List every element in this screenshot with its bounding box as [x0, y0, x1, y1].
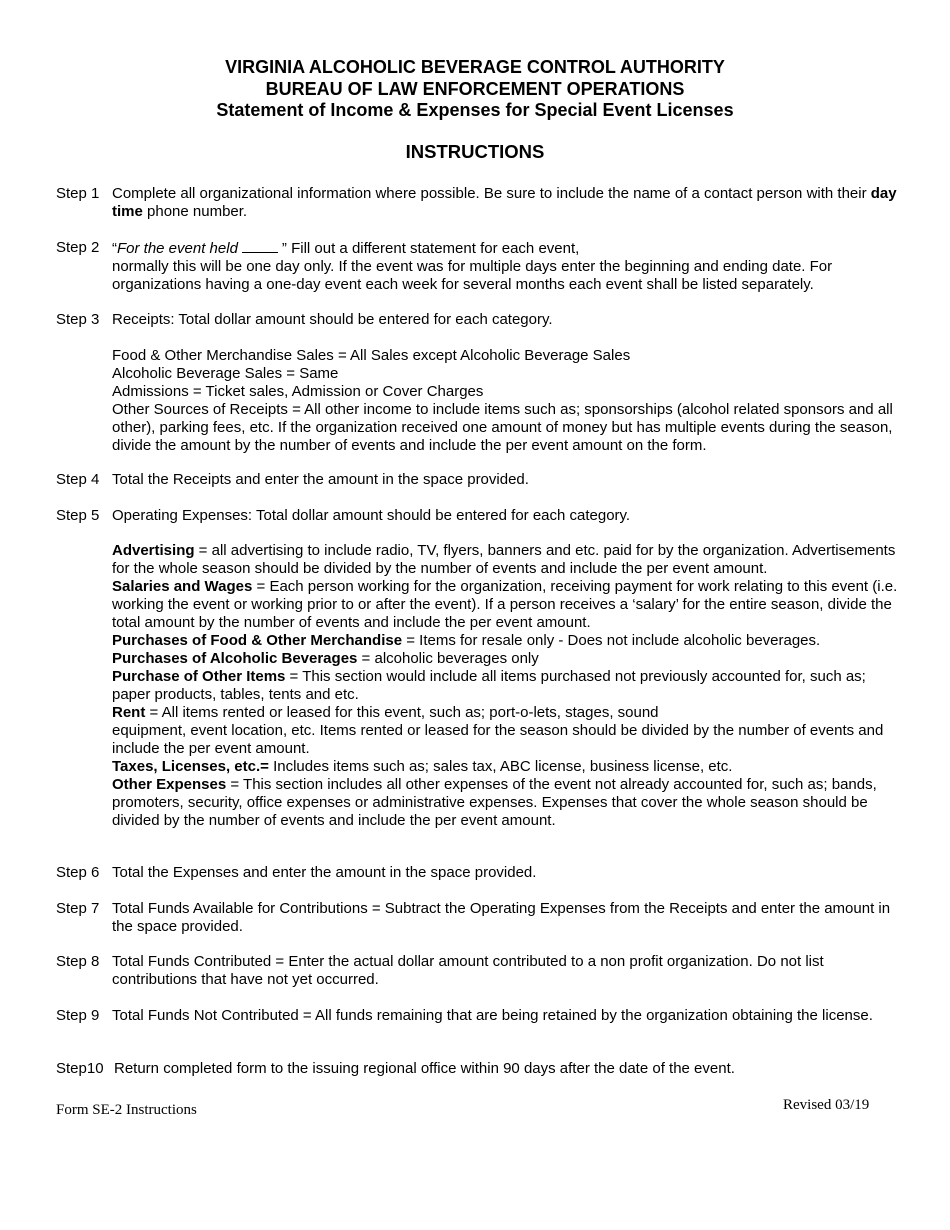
expense-salaries: Salaries and Wages = Each person working for the organization, receiving payment for work relating to this event (i.e. working the event or working prior to or after the event). If a person receives a ‘salary’ for the entire season, divide the total amount by the number of events and include the per event amount.: [112, 578, 898, 631]
step-text: Total Funds Not Contributed = All funds remaining that are being retained by the organization obtaining the license.: [112, 1007, 873, 1024]
step-1: [56, 185, 906, 221]
step-10: [56, 1060, 906, 1078]
receipt-admissions: Admissions = Ticket sales, Admission or Cover Charges: [112, 383, 484, 400]
receipt-food: Food & Other Merchandise Sales = All Sales except Alcoholic Beverage Sales: [112, 347, 631, 364]
step-4: [56, 471, 906, 489]
step-text: Total the Expenses and enter the amount in the space provided.: [112, 864, 537, 881]
step-label: Step 7: [56, 900, 100, 917]
step-6: [56, 864, 906, 882]
step-text: Operating Expenses: Total dollar amount should be entered for each category. Advertising = all advertising to include radio, TV, flyers, banners and etc. paid for by the organization. Advertisements for the whole season should be divided by the number of events and include the per event amount. Salaries and Wages = Each person working for the organization, receiving payment for work relating to this event (i.e. working the event or working prior to or after the event). If a person receives a ‘salary’ for the entire season, divide the total amount by the number of events and include the per event amount. Purchases of Food & Other Merchandise = Items for resale only - Does not include alcoholic beverages. Purchases of Alcoholic Beverages = alcoholic beverages only Purchase of Other Items = This section would include all items purchased not previously accounted for, such as; paper products, tables, tents and etc. Rent = All items rented or leased for this event, such as; port-o-lets, stages, sound equipment, event location, etc. Items rented or leased for the season should be divided by the number of events and include the per event amount. Taxes, Licenses, etc.= Includes items such as; sales tax, ABC license, business license, etc. Other Expenses = This section includes all other expenses of the event not already accounted for, such as; bands, promoters, security, office expenses or administrative expenses. Expenses that cover the whole season should be divided by the number of events and include the per event amount.: [112, 507, 906, 830]
bureau-title: BUREAU OF LAW ENFORCEMENT OPERATIONS: [265, 78, 685, 99]
step-label: Step 4: [56, 471, 100, 488]
form-name: Form SE-2 Instructions: [56, 1102, 197, 1118]
step-label: Step 8: [56, 953, 100, 970]
step-text: Total the Receipts and enter the amount in the space provided.: [112, 471, 529, 488]
event-date-blank: [242, 239, 278, 253]
step-text: Return completed form to the issuing regional office within 90 days after the date of the event.: [114, 1060, 735, 1077]
expense-rent: Rent = All items rented or leased for this event, such as; port-o-lets, stages, sound: [112, 704, 659, 721]
step-9: [56, 1007, 906, 1025]
statement-title: Statement of Income & Expenses for Special Event Licenses: [216, 100, 734, 120]
expense-other: Other Expenses = This section includes all other expenses of the event not already accounted for, such as; bands, promoters, security, office expenses or administrative expenses. Expenses that cover the whole season should be divided by the number of events and include the per event amount.: [112, 776, 877, 829]
expense-alcohol: Purchases of Alcoholic Beverages = alcoholic beverages only: [112, 650, 539, 667]
step-label: Step 3: [56, 311, 100, 328]
step-label: Step 5: [56, 507, 100, 524]
receipt-other: Other Sources of Receipts = All other income to include items such as; sponsorships (alcohol related sponsors and all other), parking fees, etc. If the organization received one amount of money but has multiple events during the season, divide the amount by the number of events and include the per event amount on the form.: [112, 401, 893, 454]
expense-other-items: Purchase of Other Items = This section would include all items purchased not previously accounted for, such as; paper products, tables, tents and etc.: [112, 668, 866, 703]
step-label: Step 6: [56, 864, 100, 881]
step-text: Complete all organizational information where possible. Be sure to include the name of a contact person with their day time phone number.: [112, 185, 897, 220]
step-label: Step10: [56, 1060, 104, 1077]
expense-taxes: Taxes, Licenses, etc.= Includes items such as; sales tax, ABC license, business license, etc.: [112, 758, 733, 775]
step-label: Step 2: [56, 239, 100, 256]
step-text: “For the event held ” Fill out a different statement for each event, normally this will be one day only. If the event was for multiple days enter the beginning and ending date. For organizations having a one-day event each week for several months each event shall be listed separately.: [112, 240, 833, 293]
step-label: Step 9: [56, 1007, 100, 1024]
receipt-alcohol: Alcoholic Beverage Sales = Same: [112, 365, 339, 382]
expense-advertising: Advertising = all advertising to include radio, TV, flyers, banners and etc. paid for by the organization. Advertisements for the whole season should be divided by the number of events and include the per event amount.: [112, 542, 896, 577]
step-5: [56, 507, 906, 830]
expense-food: Purchases of Food & Other Merchandise = Items for resale only - Does not include alcoholic beverages.: [112, 632, 821, 649]
step-7: [56, 900, 906, 936]
step-text: Receipts: Total dollar amount should be entered for each category. Food & Other Merchandise Sales = All Sales except Alcoholic Beverage Sales Alcoholic Beverage Sales = Same Admissions = Ticket sales, Admission or Cover Charges Other Sources of Receipts = All other income to include items such as; sponsorships (alcohol related sponsors and all other), parking fees, etc. If the organization received one amount of money but has multiple events during the season, divide the amount by the number of events and include the per event amount on the form.: [112, 311, 906, 455]
step-2: [56, 239, 906, 294]
step-8: [56, 953, 906, 989]
expense-rent-cont: equipment, event location, etc. Items rented or leased for the season should be divided by the number of events and include the per event amount.: [112, 722, 884, 757]
instructions-heading: INSTRUCTIONS: [405, 141, 545, 162]
step-3: [56, 311, 906, 455]
step-label: Step 1: [56, 185, 100, 202]
step-text: Total Funds Contributed = Enter the actual dollar amount contributed to a non profit organization. Do not list contributions that have not yet occurred.: [112, 953, 824, 988]
document-header: [0, 57, 950, 122]
agency-title: VIRGINIA ALCOHOLIC BEVERAGE CONTROL AUTHORITY: [225, 57, 725, 77]
step-text: Total Funds Available for Contributions = Subtract the Operating Expenses from the Receipts and enter the amount in the space provided.: [112, 900, 891, 935]
revision-date: Revised 03/19: [783, 1097, 870, 1113]
